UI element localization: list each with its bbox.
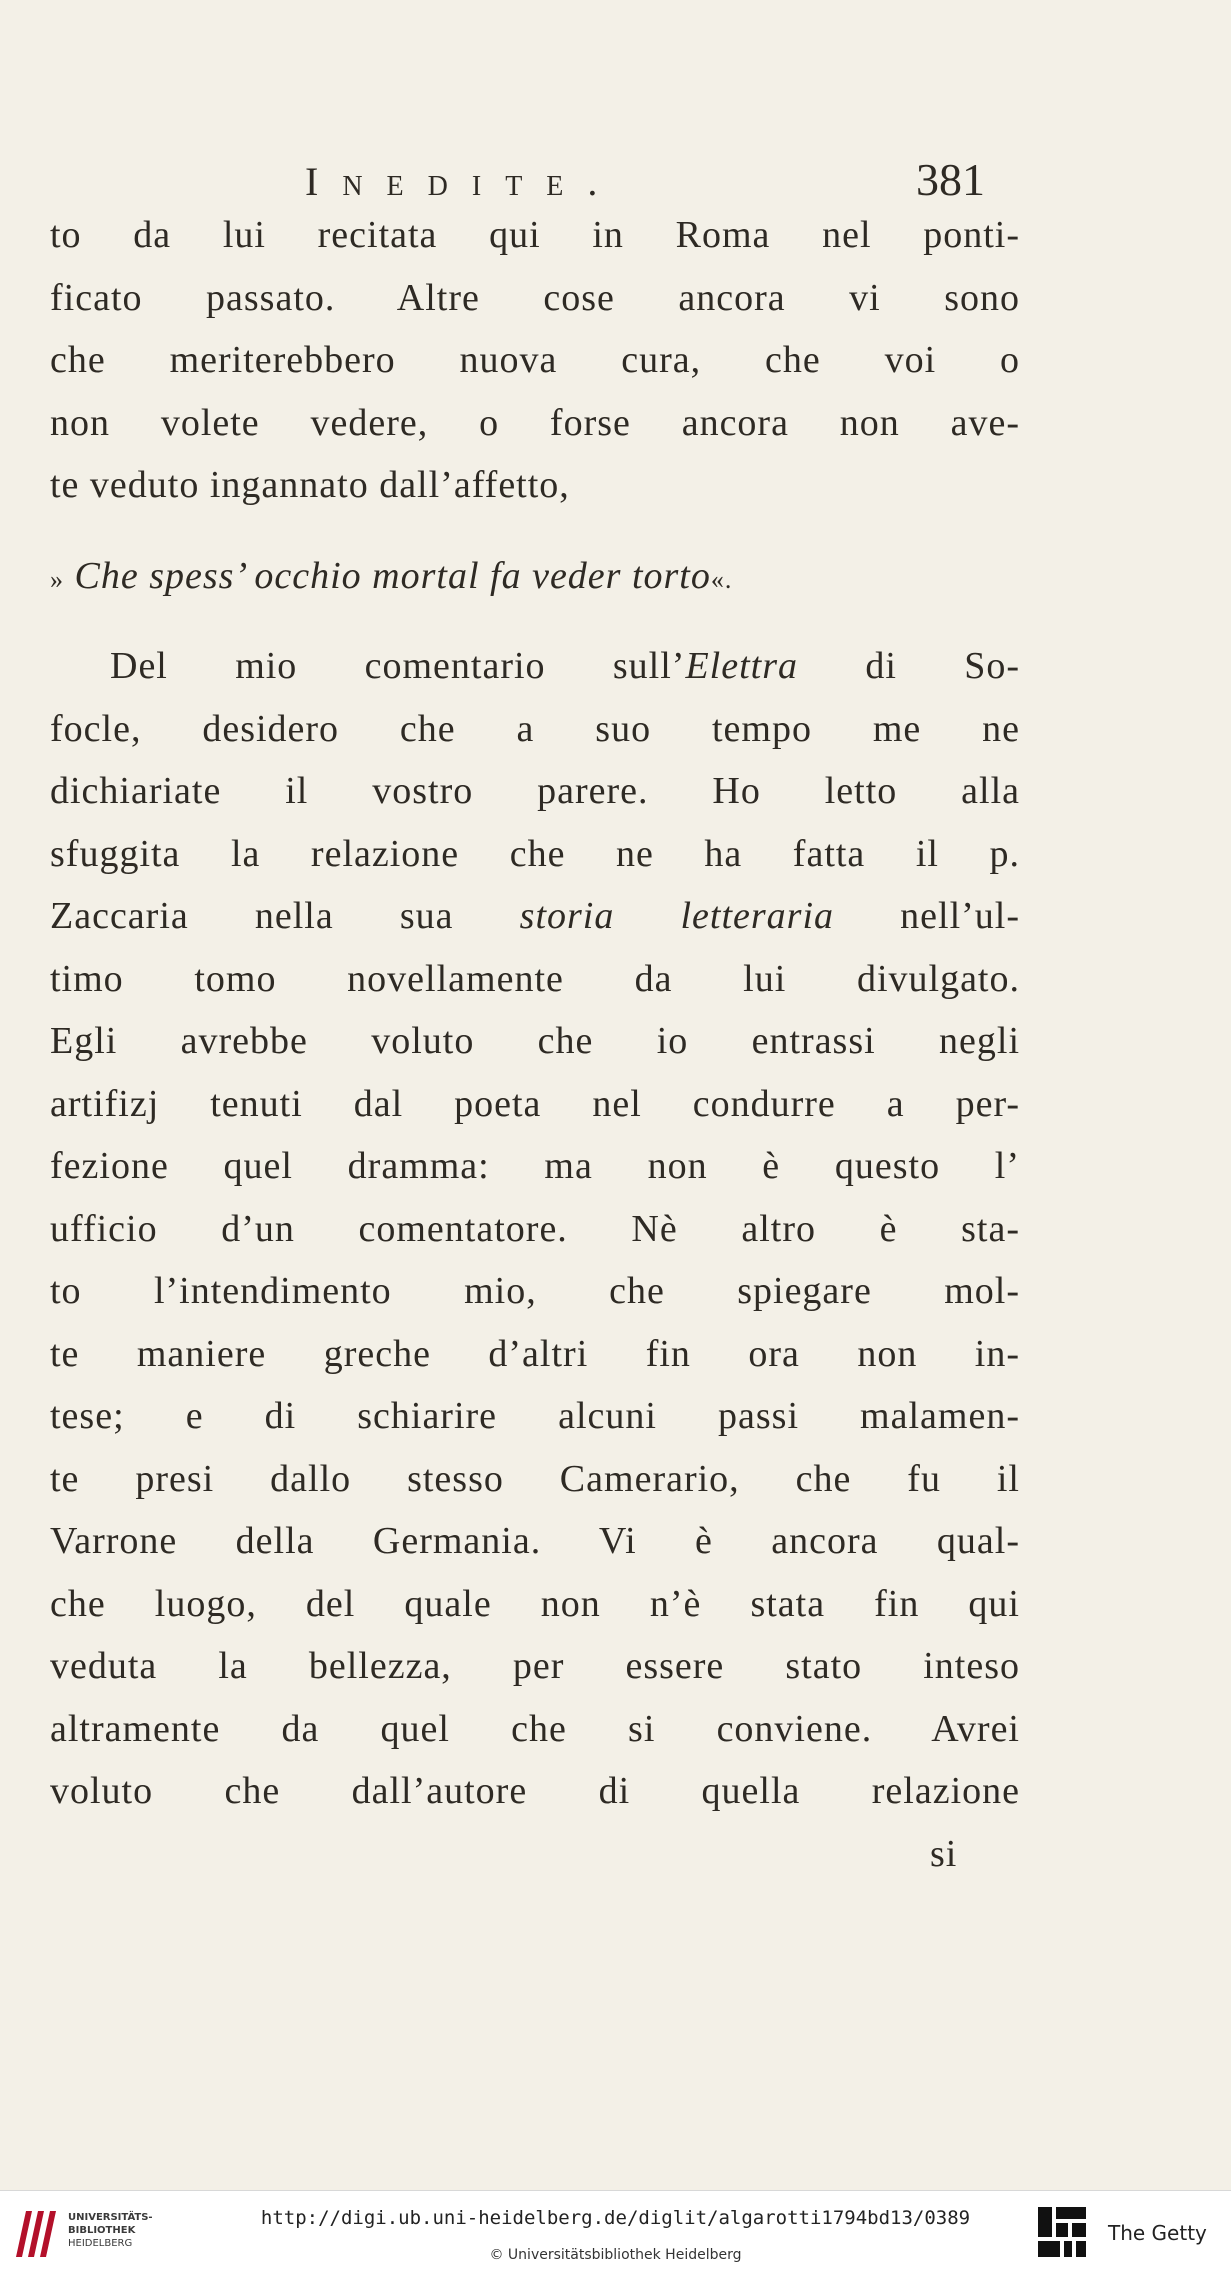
text-line [50,635,1020,698]
text-line: timo tomo novellamente da lui divulgato. [50,957,1020,1000]
text-line: artifizj tenuti dal poeta nel condurre a per- [50,1082,1020,1125]
text-segment: Zaccaria nella sua [50,895,454,937]
library-name-line: BIBLIOTHEK [68,2225,136,2236]
library-name-line: HEIDELBERG [68,2238,133,2249]
text-segment: di So- [865,645,1020,687]
text-line: tese; e di schiarire alcuni passi malamen- [50,1395,1020,1437]
text-line: ufficio d’un comentatore. Nè altro è sta- [50,1207,1020,1250]
quote-text: Che spess’ occhio mortal fa veder torto [74,554,711,597]
library-name-line: UNIVERSITÄTS- [68,2212,153,2223]
title-storia-letteraria: storia letteraria [519,895,835,937]
catchword-row [50,1823,1020,1885]
text-line: Varrone della Germania. Vi è ancora qual- [50,1520,1020,1562]
text-line: to l’intendimento mio, che spiegare mol- [50,1270,1020,1312]
text-line: te presi dallo stesso Camerario, che fu il [50,1457,1020,1500]
permalink-url[interactable]: http://digi.ub.uni-heidelberg.de/diglit/algarotti1794bd13/0389 [260,2207,971,2229]
text-line: sfuggita la relazione che ne ha fatta il p. [50,832,1020,875]
text-line: che luogo, del quale non n’è stata fin qui [50,1582,1020,1625]
text-line: altramente da quel che si conviene. Avrei [50,1707,1020,1750]
text-line: focle, desidero che a suo tempo me ne [50,707,1020,750]
text-line: veduta la bellezza, per essere stato inteso [50,1645,1020,1687]
page-number: 381 [916,154,985,205]
text-line: dichiariate il vostro parere. Ho letto alla [50,770,1020,812]
text-line: te maniere greche d’altri fin ora non in- [50,1332,1020,1375]
text-line [50,885,1020,948]
text-line: te veduto ingannato dall’affetto, [50,464,570,506]
text-line: voluto che dall’autore di quella relazione [50,1770,1020,1812]
getty-name: The Getty [1108,2221,1207,2245]
quote-open-mark: » [50,564,64,594]
copyright-notice: © Universitätsbibliothek Heidelberg [489,2247,742,2263]
text-segment: nell’ul- [900,895,1021,937]
book-page [50,140,1020,1885]
text-line: fezione quel dramma: ma non è questo l’ [50,1145,1020,1187]
verse-quote [50,545,1020,608]
text-line: ficato passato. Altre cose ancora vi sono [50,276,1020,319]
running-head-title: Inedite. [305,159,622,204]
catchword: si [930,1832,958,1875]
getty-logo-icon[interactable] [1036,2205,1088,2261]
title-elettra: Elettra [685,645,798,687]
running-head [50,140,1020,204]
viewer-footer [0,2190,1231,2280]
text-segment: Del mio comentario sull’ [110,645,686,687]
text-line: to da lui recitata qui in Roma nel ponti- [50,214,1020,256]
text-line: che meriterebbero nuova cura, che voi o [50,339,1020,381]
text-line: non volete vedere, o forse ancora non ave- [50,401,1020,444]
quote-close-mark: «. [710,564,733,594]
text-line: Egli avrebbe voluto che io entrassi negli [50,1020,1020,1062]
